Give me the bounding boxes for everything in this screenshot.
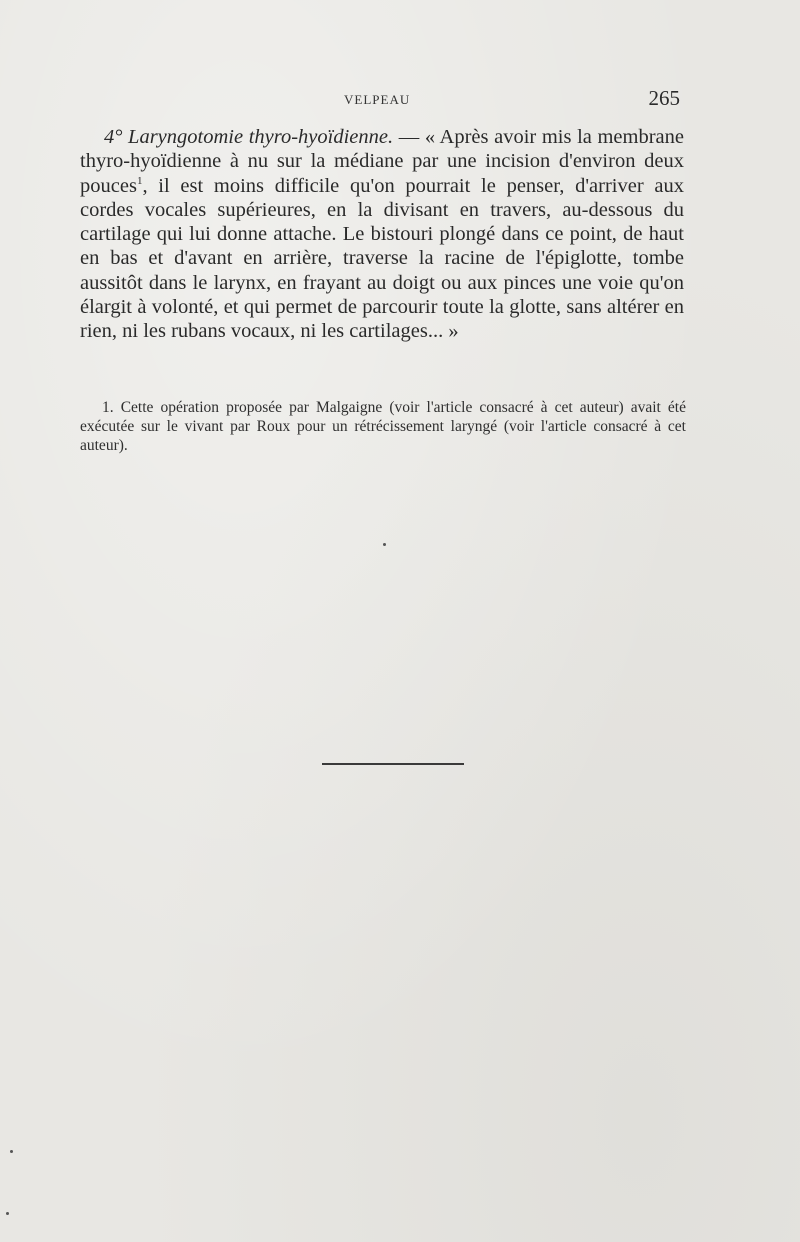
ink-speck <box>6 1212 9 1215</box>
paragraph-text-part-2: , il est moins difficile qu'on pourrait le penser, d'arriver aux cordes vocales supérieures, en la divisant en travers, au-dessous du cartilage qui lui donne attache. Le bistouri plongé dans ce point, de haut en bas et d'avant en arrière, traverse la racine de l'épiglotte, tombe aussitôt dans le larynx, en frayant au doigt ou aux pinces une voie qu'on élargit à volonté, et qui permet de parcourir toute la glotte, sans altérer en rien, ni les rubans vocaux, ni les cartilages... » <box>80 174 684 343</box>
ink-speck <box>383 543 386 546</box>
paragraph-text-part-1: — « Après avoir mis la membrane thyro-hyoïdienne à nu sur la médiane par une incision d'environ deux pouces <box>80 126 684 197</box>
footnote-text: 1. Cette opération proposée par Malgaigne (voir l'article consacré à cet auteur) avait été exécutée sur le vivant par Roux pour un rétrécissement laryngé (voir l'article consacré à cet auteur). <box>80 399 686 454</box>
end-of-text-rule <box>322 763 464 765</box>
footnote <box>80 398 686 455</box>
paragraph <box>80 125 684 344</box>
footnote-reference: 1 <box>136 174 143 187</box>
page-number: 265 <box>648 86 680 110</box>
section-heading: 4° Laryngotomie thyro-hyoïdienne. <box>104 126 394 148</box>
ink-speck <box>10 1150 13 1153</box>
page-header <box>80 86 680 110</box>
main-paragraph <box>80 125 684 344</box>
running-head: VELPEAU <box>344 92 411 107</box>
